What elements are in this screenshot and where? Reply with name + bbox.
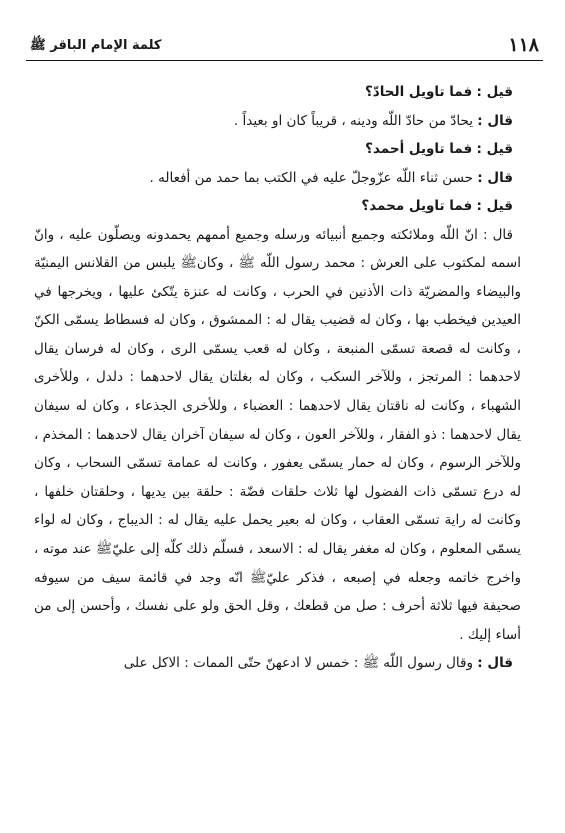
question-line (34, 78, 521, 107)
paragraph-text: انّ اللّه وملائكته وجميع أنبيائه ورسله وجميع أممهم يحمدونه ويصلّون عليه ، وانّ اسمه لمكتوب على العرش : محمد رسول اللّه ﷺ ، وكانﷺ يلبس من القلانس اليمنيّة والبيضاء والمضريّة ذات الأذنين في الحرب ، وكانت له عنزة يتّكئ عليها ، ويخرجها في العيدين فيخطب بها ، وكان له قضيب يقال له : الممشوق ، وكان له فسطاط يسمّى الكنّ ، وكانت له قصعة تسمّى المنبعة ، وكان له قعب يسمّى الرى ، وكان له فرسان يقال لاحدهما : المرتجز ، وللآخر السكب ، وكان له بغلتان يقال لاحدهما : دلدل ، وللأخرى الشهباء ، وكانت له ناقتان يقال لاحدهما : العضباء ، وللأخرى الجذعاء ، وكان له سيفان يقال لاحدهما : ذو الفقار ، وللآخر العون ، وكان له سيفان آخران يقال لاحدهما : المخذم ، وللآخر الرسوم ، وكان له حمار يسمّى يعفور ، وكانت له عمامة تسمّى السحاب ، وكان له درع تسمّى ذات الفضول لها ثلاث حلقات فضّة : حلقة بين يديها ، وحلقتان خلفها ، وكانت له راية تسمّى العقاب ، وكان له بعير يحمل عليه يقال له : الديباج ، وكان له لواء يسمّى المعلوم ، وكان له مغفر يقال له : الاسعد ، فسلّم ذلك كلّه إلى عليّﷺ عند موته ، واخرج خاتمه وجعله في إصبعه ، فذكر عليّﷺ انّه وجد في قائمة سيف من سيوفه صحيفة فيها ثلاثة أحرف : صل من قطعك ، وقل الحق ولو على نفسك ، وأحسن إلى من أساء إليك . (34, 226, 521, 643)
page-body (34, 78, 521, 678)
speaker-label: قيل : (476, 198, 513, 214)
speaker-label: قيل : (476, 84, 513, 100)
answer-paragraph (34, 221, 521, 650)
header-rule (26, 60, 543, 61)
closing-text: وقال رسول اللّه ﷺ : خمس لا ادعهنّ حتّى الممات : الاكل على (123, 655, 473, 672)
question-line (34, 135, 521, 164)
running-title: كلمة الإمام الباقر ﷺ (30, 38, 162, 53)
answer-line (34, 164, 521, 193)
speaker-label: قيل : (476, 141, 513, 157)
page-header (30, 26, 543, 56)
answer-text: حسن ثناء اللّه عزّوجلّ عليه في الكتب بما حمد من أفعاله . (149, 169, 473, 186)
question-text: فما تاويل محمد؟ (361, 198, 473, 214)
closing-line (34, 649, 521, 678)
speaker-label: قال : (477, 169, 513, 186)
speaker-label: قال : (477, 112, 513, 129)
answer-line (34, 107, 521, 136)
speaker-label: قال : (477, 655, 513, 672)
page-number: ١١٨ (508, 34, 539, 56)
question-text: فما تاويل الحادّ؟ (364, 84, 473, 100)
answer-text: يحادّ من حادّ اللّه ودينه ، قريباً كان او بعيداً . (233, 112, 473, 129)
speaker-label: قال : (482, 226, 513, 243)
question-line (34, 192, 521, 221)
question-text: فما تاويل أحمد؟ (365, 141, 473, 157)
